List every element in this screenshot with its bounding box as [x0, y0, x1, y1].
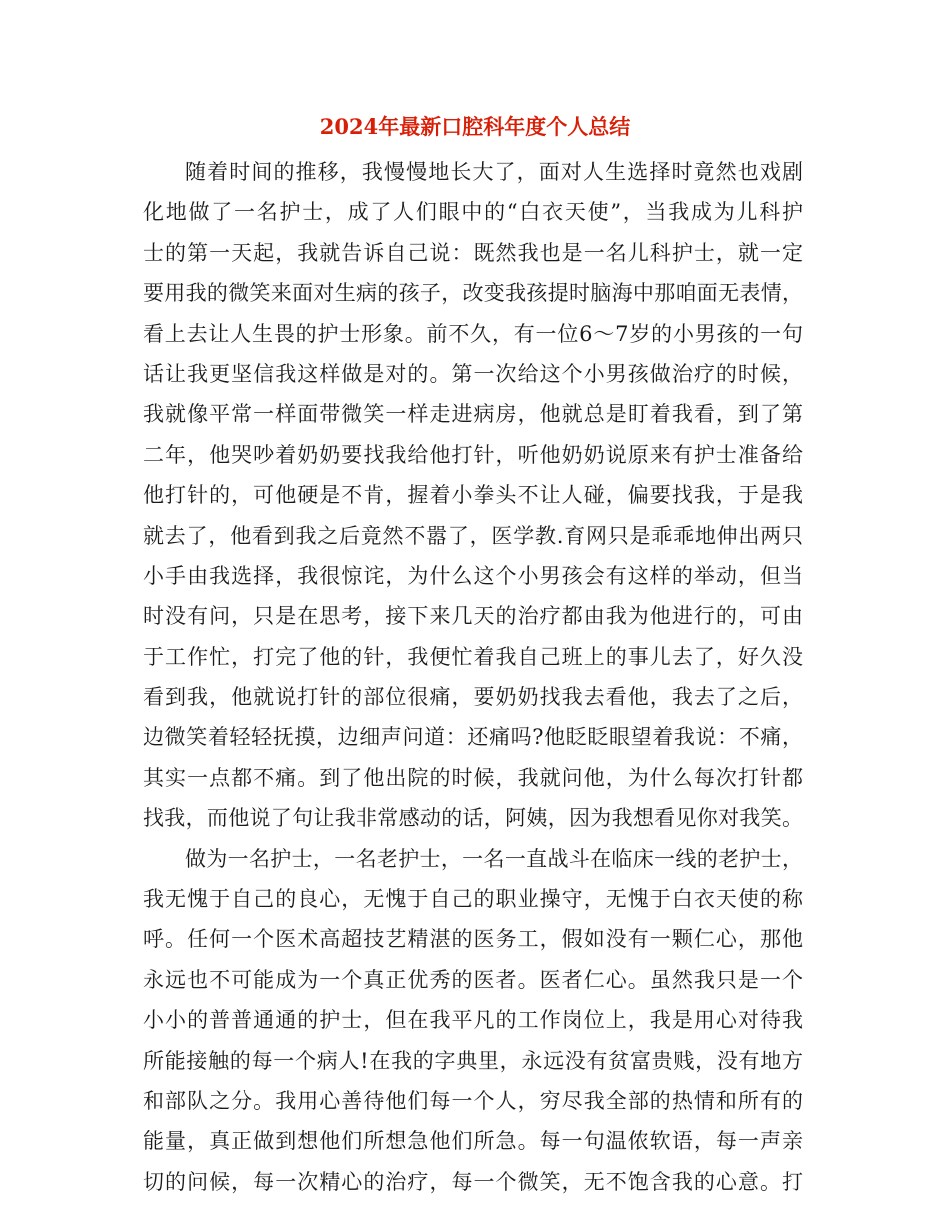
paragraph-line: 切的问候，每一次精心的治疗，每一个微笑，无不饱含我的心意。打 — [143, 1169, 803, 1194]
paragraph-line: 话让我更坚信我这样做是对的。第一次给这个小男孩做治疗的时候， — [143, 361, 803, 386]
paragraph-line: 要用我的微笑来面对生病的孩子，改变我孩提时脑海中那咱面无表情， — [143, 281, 803, 306]
paragraph-line: 永远也不可能成为一个真正优秀的医者。医者仁心。虽然我只是一个 — [143, 967, 803, 992]
paragraph-line: 时没有问，只是在思考，接下来几天的治疗都由我为他进行的，可由 — [143, 604, 803, 629]
paragraph-line: 能量，真正做到想他们所想急他们所急。每一句温侬软语，每一声亲 — [143, 1129, 803, 1154]
paragraph-2 — [143, 839, 803, 1203]
document-body — [143, 152, 803, 1202]
paragraph-line: 小手由我选择，我很惊诧，为什么这个小男孩会有这样的举动，但当 — [143, 563, 803, 588]
paragraph-line: 看上去让人生畏的护士形象。前不久，有一位6～7岁的小男孩的一句 — [143, 321, 803, 346]
paragraph-line: 我就像平常一样面带微笑一样走进病房，他就总是盯着我看，到了第 — [143, 402, 803, 427]
paragraph-line: 小小的普普通通的护士，但在我平凡的工作岗位上，我是用心对待我 — [143, 1008, 803, 1033]
paragraph-1 — [143, 152, 803, 839]
paragraph-line: 二年，他哭吵着奶奶要找我给他打针，听他奶奶说原来有护士准备给 — [143, 442, 803, 467]
paragraph-line: 于工作忙，打完了他的针，我便忙着我自己班上的事儿去了，好久没 — [143, 644, 803, 669]
paragraph-line: 边微笑着轻轻抚摸，边细声问道：还痛吗?他眨眨眼望着我说：不痛， — [143, 725, 803, 750]
paragraph-line: 他打针的，可他硬是不肯，握着小拳头不让人碰，偏要找我，于是我 — [143, 483, 803, 508]
paragraph-line: 我无愧于自己的良心，无愧于自己的职业操守，无愧于白衣天使的称 — [143, 887, 803, 912]
paragraph-line: 化地做了一名护士，成了人们眼中的“白衣天使”，当我成为儿科护 — [143, 200, 803, 225]
paragraph-line: 士的第一天起，我就告诉自己说：既然我也是一名儿科护士，就一定 — [143, 240, 803, 265]
paragraph-line: 就去了，他看到我之后竟然不嚣了，医学教.育网只是乖乖地伸出两只 — [143, 523, 803, 548]
paragraph-line: 呼。任何一个医术高超技艺精湛的医务工，假如没有一颗仁心，那他 — [143, 927, 803, 952]
paragraph-line: 随着时间的推移，我慢慢地长大了，面对人生选择时竟然也戏剧 — [185, 160, 803, 184]
document-title: 2024年最新口腔科年度个人总结 — [319, 114, 631, 139]
paragraph-line: 做为一名护士，一名老护士，一名一直战斗在临床一线的老护士， — [185, 846, 803, 871]
paragraph-line: 其实一点都不痛。到了他出院的时候，我就问他，为什么每次打针都 — [143, 765, 803, 790]
paragraph-line: 看到我，他就说打针的部位很痛，要奶奶找我去看他，我去了之后， — [143, 685, 803, 710]
paragraph-line: 找我，而他说了句让我非常感动的话，阿姨，因为我想看见你对我笑。 — [143, 806, 803, 831]
paragraph-line: 所能接触的每一个病人!在我的字典里，永远没有贫富贵贱，没有地方 — [143, 1048, 803, 1073]
paragraph-line: 和部队之分。我用心善待他们每一个人，穷尽我全部的热情和所有的 — [143, 1088, 803, 1113]
